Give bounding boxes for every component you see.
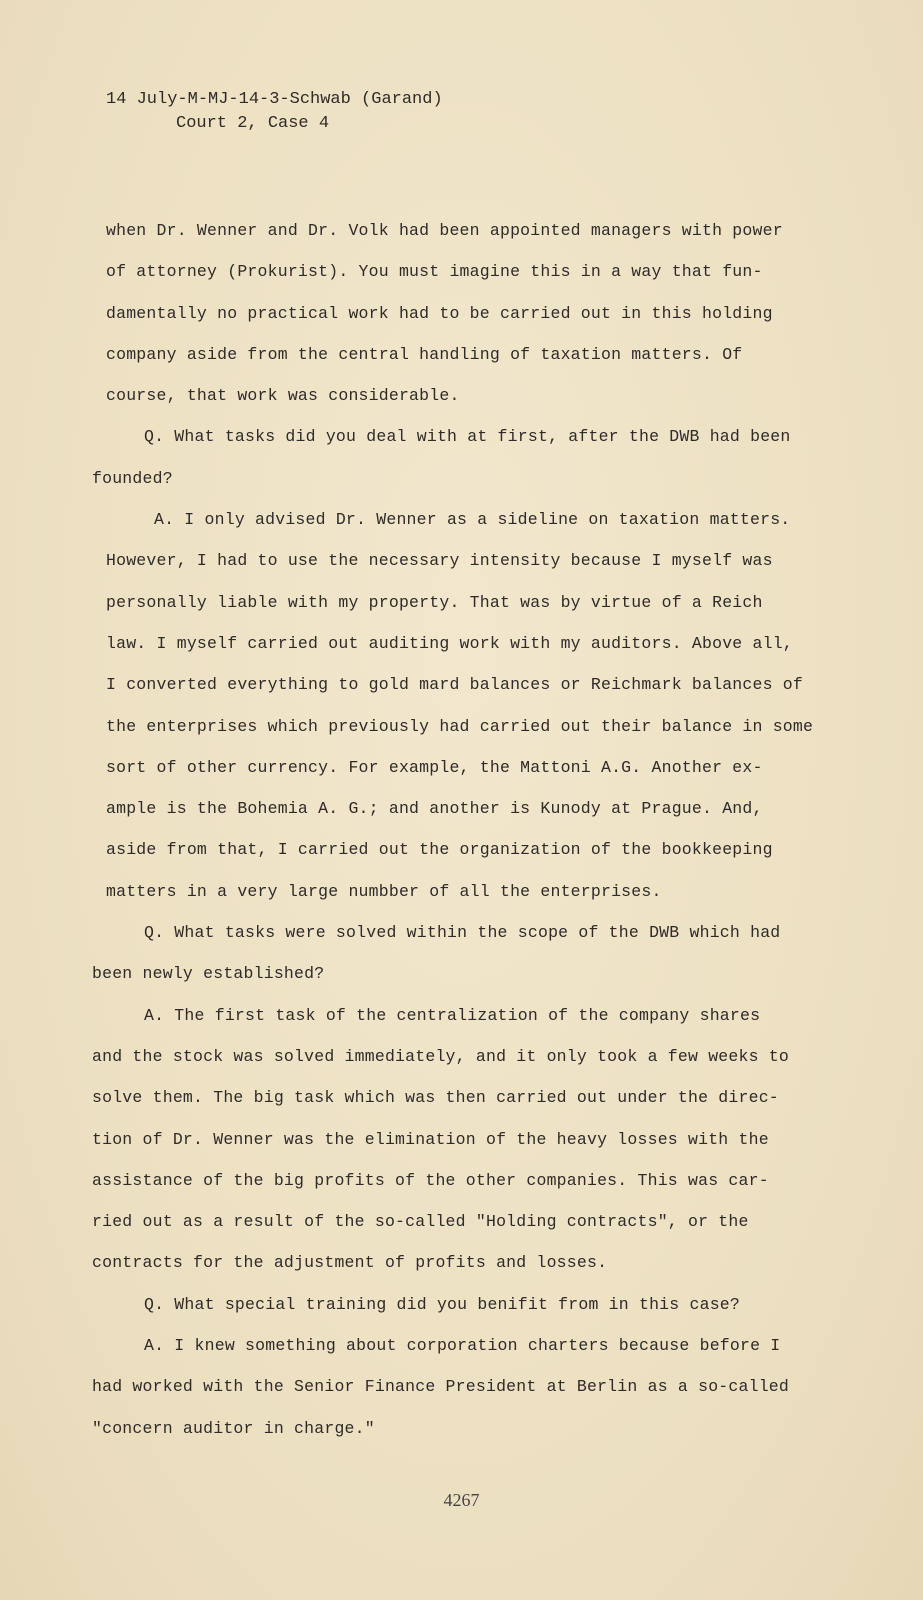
text-line: matters in a very large numbber of all the enterprises. — [106, 881, 662, 901]
answer-line: A. I only advised Dr. Wenner as a sideline on taxation matters. — [154, 510, 791, 530]
answer-line: A. I knew something about corporation charters because before I — [144, 1336, 781, 1356]
text-line: course, that work was considerable. — [106, 386, 460, 406]
page-number: 4267 — [443, 1490, 480, 1510]
text-line: tion of Dr. Wenner was the elimination of the heavy losses with the — [92, 1129, 769, 1149]
text-line: damentally no practical work had to be carried out in this holding — [106, 303, 773, 323]
text-line: had worked with the Senior Finance President at Berlin as a so-called — [92, 1377, 790, 1397]
text-line: ample is the Bohemia A. G.; and another is Kunody at Prague. And, — [106, 799, 763, 819]
text-line: been newly established? — [92, 964, 325, 984]
question-line: Q. What tasks did you deal with at first, after the DWB had been — [144, 427, 791, 447]
document-header — [106, 88, 443, 136]
text-line: I converted everything to gold mard balances or Reichmark balances of — [106, 675, 804, 695]
text-line: company aside from the central handling of taxation matters. Of — [106, 344, 743, 364]
text-line: and the stock was solved immediately, and it only took a few weeks to — [92, 1046, 790, 1066]
text-line: of attorney (Prokurist). You must imagine this in a way that fun- — [106, 262, 763, 282]
header-court-case: Court 2, Case 4 — [176, 114, 330, 133]
text-line: founded? — [92, 468, 173, 488]
text-line: the enterprises which previously had carried out their balance in some — [106, 716, 814, 736]
header-reference: 14 July-M-MJ-14-3-Schwab (Garand) — [106, 90, 443, 109]
question-line: Q. What tasks were solved within the scope of the DWB which had — [144, 923, 781, 943]
text-line: "concern auditor in charge." — [92, 1418, 375, 1438]
text-line: aside from that, I carried out the organization of the bookkeeping — [106, 840, 773, 860]
text-line: assistance of the big profits of the other companies. This was car- — [92, 1170, 769, 1190]
document-body — [92, 210, 832, 1449]
question-line: Q. What special training did you benifit from in this case? — [144, 1294, 740, 1314]
text-line: contracts for the adjustment of profits and losses. — [92, 1253, 608, 1273]
text-line: law. I myself carried out auditing work with my auditors. Above all, — [106, 633, 793, 653]
answer-line: A. The first task of the centralization of the company shares — [144, 1005, 761, 1025]
text-line: personally liable with my property. That was by virtue of a Reich — [106, 592, 763, 612]
text-line: when Dr. Wenner and Dr. Volk had been appointed managers with power — [106, 221, 783, 240]
text-line: solve them. The big task which was then carried out under the direc- — [92, 1088, 779, 1108]
text-line: ried out as a result of the so-called "Holding contracts", or the — [92, 1212, 749, 1232]
text-line: sort of other currency. For example, the Mattoni A.G. Another ex- — [106, 757, 763, 777]
text-line: However, I had to use the necessary intensity because I myself was — [106, 551, 773, 571]
